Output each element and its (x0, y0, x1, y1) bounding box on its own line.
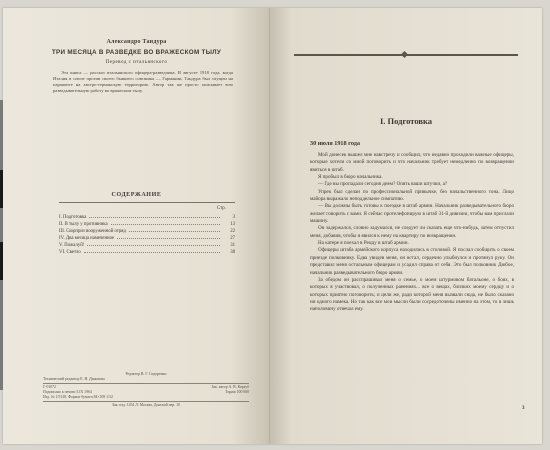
translator-line: Перевод с итальянского (105, 60, 168, 65)
imprint-format: Изд. № 1/5128. Формат бумаги 84×108 1/32 (43, 395, 113, 399)
book-title: ТРИ МЕСЯЦА В РАЗВЕДКЕ ВО ВРАЖЕСКОМ ТЫЛУ (51, 49, 222, 56)
chapter-date: 30 июля 1918 года (310, 140, 360, 147)
imprint-row (43, 395, 249, 400)
body-paragraph: Упрек был сделан по профессиональной привычке, без начальственного тона. Лицо майора выражало неподдельное симпатию. (310, 188, 514, 203)
imprint-tech-editor: Технический редактор Е. Н. Данилова (43, 377, 105, 381)
toc-list (59, 214, 235, 256)
body-paragraph: — Где вы пропадали сегодня днем? Опять ваши штучки, а? (318, 181, 448, 188)
toc-page-header: Стр. (217, 206, 226, 211)
imprint-block (43, 372, 249, 408)
author-name: Александро Тандура (106, 39, 167, 45)
body-paragraph: Мой донесек вышел мне навстречу и сообщил, что недавно проходили важные офицеры, которые хотели со мной поговорить и что начальник требует немедленно по возвращении явиться в штаб. (310, 152, 514, 173)
toc-item-page: 22 (230, 229, 235, 234)
toc-leader (87, 242, 220, 246)
toc-item-page: 31 (230, 243, 235, 248)
toc-item[interactable] (59, 249, 235, 256)
body-paragraph: — Вы должны быть готовы к поездке в штаб армии. Начальник разведывательного бюро желает говорить с вами. Я сейчас протелефонирую в штаб 31-й дивизии, чтобы вам прислали машину. (310, 203, 514, 225)
chapter-title: I. Подготовка (380, 116, 432, 126)
decorative-rule (294, 52, 518, 58)
toc-item-label: II. В тылу у противника (59, 222, 108, 227)
toc-item-page: 3 (232, 215, 235, 220)
toc-item-page: 38 (230, 250, 235, 255)
toc-item[interactable] (59, 214, 235, 221)
toc-item-label: I. Подготовка (59, 215, 87, 220)
imprint-code: Г-01072 (43, 385, 56, 389)
toc-item-label: VI. Светло (59, 250, 81, 255)
imprint-divider (43, 383, 249, 384)
imprint-printer: Зак. изд. 1454 Л. Москва, Донской пер. 10 (112, 403, 180, 407)
imprint-print-run: Тираж 100 000 (225, 390, 249, 394)
toc-item-page: 13 (230, 222, 235, 227)
toc-item[interactable] (59, 221, 235, 228)
toc-title: СОДЕРЖАНИЕ (111, 192, 162, 198)
imprint-editor: Редактор В. Г. Сидоренко (125, 372, 167, 376)
left-page (3, 8, 270, 444)
toc-item-label: V. Пожалуй! (59, 243, 85, 248)
toc-leader (111, 221, 220, 225)
toc-item-page: 27 (230, 236, 235, 241)
imprint-signed: Подписано к печати 5.IX 1964 (43, 390, 92, 394)
toc-item[interactable] (59, 228, 235, 235)
right-page (270, 8, 542, 444)
body-paragraph: За обедом он расспрашивал меня о семье, о моем штурмовом батальоне, о боях, в которых я участвовал, о полученных ранениях... все о вещах, близких моему сердцу и о которых приятно поговорить; и цели же, ради которой меня вызвали сюда, не было сказано ни одного намека. Но так как все мои мысли были сосредоточены именно на этом, то я лишь наполовину отвечал ему. (310, 276, 514, 313)
annotation-text: Эта книга — рассказ итальянского офицера-разведчика. В августе 1918 года, когда Италия в союзе против своего бывшего союзника — Гармании, Тандура был спущен на парашюте на австро-германскую территорию. Автор так же просто описывает всю разведывательную работу во вражеском тылу. (53, 70, 233, 93)
body-paragraph: Я пробыл в бюро начальника. (318, 174, 383, 181)
toc-leader (129, 228, 220, 232)
toc-item-label: III. Сюрприз вооруженной отряд (59, 229, 126, 234)
toc-item[interactable] (59, 235, 235, 242)
imprint-proof: Зак. автор А. В. Корзуб (211, 385, 249, 389)
toc-item-label: IV. Два месяца намеченное (59, 236, 115, 241)
imprint-divider (43, 401, 249, 402)
toc-divider (59, 202, 235, 203)
toc-leader (89, 214, 220, 218)
toc-item[interactable] (59, 242, 235, 249)
toc-leader (84, 249, 220, 253)
body-paragraph: На катере я поехал в Реццу в штаб армии. (318, 240, 409, 247)
page-number: 3 (522, 406, 525, 411)
chapter-body (310, 152, 514, 314)
toc-leader (117, 235, 220, 239)
body-paragraph: Он задержался, словно задумался, не следует ли сказать еще что-нибудь, затем отпустил меня, добавив, чтобы я явился к нему на квартиру по возвращении. (310, 225, 514, 239)
body-paragraph: Офицеры штаба армейского корпуса находились в столовой. Я послал сообщить о своем приезде полковнику. Едва увидев меня, он встал, сердечно улыбнулся и протянул руку. Он представил меня остальным офицерам и усадил справа от себя. Это был полковник Дюбое, начальник разведывательного бюро армии. (310, 247, 514, 276)
diamond-ornament-icon (401, 51, 408, 58)
